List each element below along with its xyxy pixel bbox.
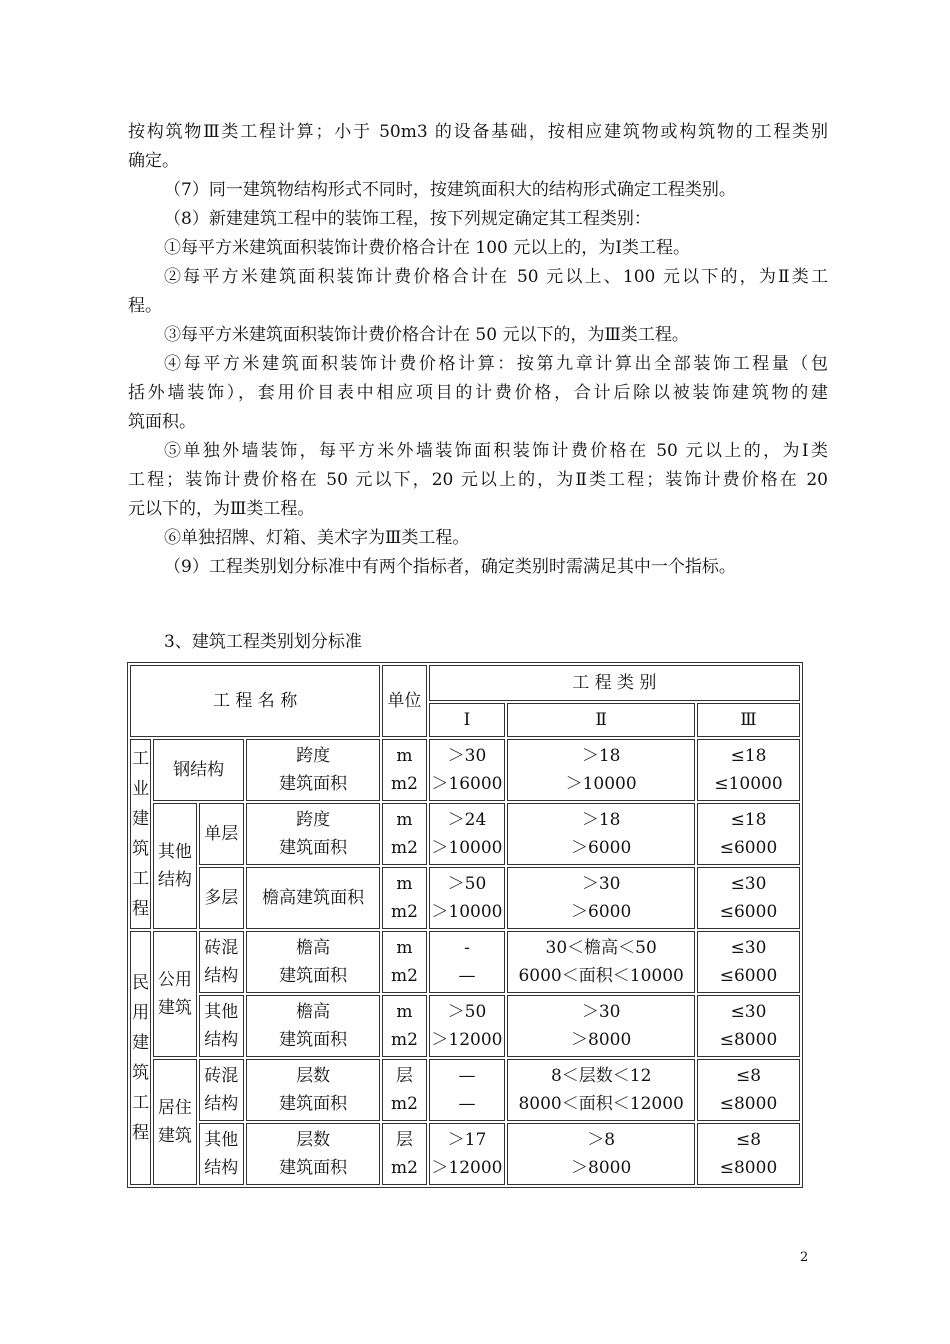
cell-line: m xyxy=(396,1002,413,1022)
cell-line: ＞12000 xyxy=(431,1030,503,1050)
cell-line: ＞10000 xyxy=(431,838,503,858)
item-cell xyxy=(246,995,380,1057)
class-3-cell xyxy=(697,1059,800,1121)
other-structure-label xyxy=(199,995,244,1057)
cell-line: ≤30 xyxy=(730,938,767,958)
other-structure-label xyxy=(199,1123,244,1185)
class-2-cell xyxy=(507,867,695,929)
cell-line: 建筑面积 xyxy=(279,1094,348,1114)
cell-line: ＞50 xyxy=(447,1002,487,1022)
cell-line: m2 xyxy=(390,1094,418,1114)
brick-concrete-label xyxy=(199,931,244,993)
item-cell xyxy=(246,867,380,929)
cell-line: ≤8 xyxy=(735,1130,762,1150)
cell-line: m2 xyxy=(390,838,418,858)
stacked-label-text: 砖混结构 xyxy=(204,938,239,986)
cell-line: 建筑面积 xyxy=(279,838,348,858)
cell-line: 建筑面积 xyxy=(279,1158,348,1178)
cell-line: m2 xyxy=(390,774,418,794)
item-cell xyxy=(246,803,380,865)
paragraph-line: ⑥单独招牌、灯箱、美术字为Ⅲ类工程。 xyxy=(164,528,470,548)
cell-line: ＞17 xyxy=(447,1130,487,1150)
paragraph-line: 元以下的，为Ⅲ类工程。 xyxy=(128,499,315,519)
cell-line: ≤8000 xyxy=(719,1094,778,1114)
paragraph-line: 按构筑物Ⅲ类工程计算；小于 50m3 的设备基础，按相应建筑物或构筑物的工程类别 xyxy=(128,122,828,142)
cell-line: ＞6000 xyxy=(571,838,632,858)
unit-cell xyxy=(382,803,426,865)
class-1-cell xyxy=(429,803,506,865)
cell-line: m2 xyxy=(390,1030,418,1050)
cell-line: 层数 xyxy=(296,1066,331,1086)
cell-line: m2 xyxy=(390,902,418,922)
cell-line: 6000＜面积＜10000 xyxy=(518,966,684,986)
cell-line: m2 xyxy=(390,966,418,986)
cell-line: 跨度 xyxy=(296,810,331,830)
class-2-cell xyxy=(507,995,695,1057)
class-2-cell xyxy=(507,931,695,993)
cell-line: 建筑面积 xyxy=(279,774,348,794)
cell-line: ≤6000 xyxy=(719,966,778,986)
paragraph xyxy=(128,553,828,582)
cell-line: ＞30 xyxy=(581,874,621,894)
public-building-label xyxy=(153,931,196,1057)
stacked-label-text: 居住建筑 xyxy=(157,1098,192,1146)
single-storey-label: 单层 xyxy=(199,803,244,865)
cell-line: — xyxy=(458,966,476,986)
cell-line: ≤30 xyxy=(730,874,767,894)
cell-line: 层数 xyxy=(296,1130,331,1150)
unit-cell xyxy=(382,931,426,993)
cell-line: ＞50 xyxy=(447,874,487,894)
cell-line: — xyxy=(458,1066,476,1086)
table-row xyxy=(130,867,800,929)
paragraph xyxy=(128,118,828,176)
class-1-cell xyxy=(429,867,506,929)
unit-cell xyxy=(382,1123,426,1185)
industrial-other-label xyxy=(153,803,196,929)
cell-line: ＞8000 xyxy=(571,1158,632,1178)
cell-line: ＞8 xyxy=(587,1130,616,1150)
table-row xyxy=(130,739,800,801)
cell-line: 层 xyxy=(395,1130,413,1150)
cell-line: ＞10000 xyxy=(565,774,637,794)
class-2-cell xyxy=(507,1123,695,1185)
cell-line: m2 xyxy=(390,1158,418,1178)
cell-line: ≤8000 xyxy=(719,1158,778,1178)
vertical-label-text: 民用建筑工程 xyxy=(132,973,150,1143)
cell-line: ＞6000 xyxy=(571,902,632,922)
paragraph-line: 工程；装饰计费价格在 50 元以下，20 元以上的，为Ⅱ类工程；装饰计费价格在 20 xyxy=(128,470,828,490)
paragraph xyxy=(128,263,828,321)
header-name: 工 程 名 称 xyxy=(130,665,380,737)
header-class-2: Ⅱ xyxy=(507,703,695,737)
cell-line: ＞30 xyxy=(447,746,487,766)
item-cell xyxy=(246,739,380,801)
item-cell xyxy=(246,1059,380,1121)
paragraph-line: ①每平方米建筑面积装饰计费价格合计在 100 元以上的，为Ⅰ类工程。 xyxy=(164,238,690,258)
cell-line: 8＜层数＜12 xyxy=(550,1066,652,1086)
class-1-cell xyxy=(429,739,506,801)
stacked-label-text: 砖混结构 xyxy=(204,1066,239,1114)
class-1-cell xyxy=(429,995,506,1057)
paragraph-line: ③每平方米建筑面积装饰计费价格合计在 50 元以下的，为Ⅲ类工程。 xyxy=(164,325,689,345)
paragraph-line: （8）新建建筑工程中的装饰工程，按下列规定确定其工程类别： xyxy=(164,209,651,229)
cell-line: ＞16000 xyxy=(431,774,503,794)
paragraph xyxy=(128,437,828,524)
table-row xyxy=(130,931,800,993)
header-class-3: Ⅲ xyxy=(697,703,800,737)
cell-line: ＞10000 xyxy=(431,902,503,922)
cell-line: ≤8000 xyxy=(719,1030,778,1050)
cell-line: ≤10000 xyxy=(714,774,783,794)
cell-line: 建筑面积 xyxy=(279,1030,348,1050)
cell-line: 檐高 xyxy=(296,1002,331,1022)
cell-line: — xyxy=(458,1094,476,1114)
paragraph xyxy=(128,321,828,350)
cell-line: 30＜檐高＜50 xyxy=(545,938,657,958)
paragraph-line: （9）工程类别划分标准中有两个指标者，确定类别时需满足其中一个指标。 xyxy=(164,557,736,577)
cell-line: ≤6000 xyxy=(719,902,778,922)
paragraph-line: ②每平方米建筑面积装饰计费价格合计在 50 元以上、100 元以下的，为Ⅱ类工 xyxy=(164,267,828,287)
stacked-label-text: 其他结构 xyxy=(157,842,192,890)
unit-cell xyxy=(382,1059,426,1121)
cell-line: - xyxy=(464,938,470,958)
industrial-label xyxy=(130,739,151,929)
cell-line: m xyxy=(396,938,413,958)
class-2-cell xyxy=(507,1059,695,1121)
cell-line: ＞18 xyxy=(581,746,621,766)
item-cell xyxy=(246,931,380,993)
vertical-label-text: 工业建筑工程 xyxy=(132,749,150,919)
cell-line: 跨度 xyxy=(296,746,331,766)
unit-cell xyxy=(382,995,426,1057)
cell-line: m xyxy=(396,746,413,766)
steel-structure-label: 钢结构 xyxy=(153,739,244,801)
multi-storey-label: 多层 xyxy=(199,867,244,929)
cell-line: ≤18 xyxy=(730,810,767,830)
paragraph xyxy=(128,176,828,205)
cell-line: ≤8 xyxy=(735,1066,762,1086)
paragraph xyxy=(128,524,828,553)
page-number: 2 xyxy=(800,1250,809,1265)
paragraph xyxy=(128,350,828,437)
paragraph-line: （7）同一建筑物结构形式不同时，按建筑面积大的结构形式确定工程类别。 xyxy=(164,180,736,200)
cell-line: ＞18 xyxy=(581,810,621,830)
class-3-cell xyxy=(697,739,800,801)
class-1-cell xyxy=(429,1123,506,1185)
cell-line: ＞24 xyxy=(447,810,487,830)
cell-line: 8000＜面积＜12000 xyxy=(518,1094,684,1114)
brick-concrete-label xyxy=(199,1059,244,1121)
paragraph-line: 筑面积。 xyxy=(128,412,196,432)
stacked-label-text: 其他结构 xyxy=(204,1002,239,1050)
paragraph-line: ⑤单独外墙装饰，每平方米外墙装饰面积装饰计费价格在 50 元以上的，为Ⅰ类 xyxy=(164,441,828,461)
cell-line: ＞8000 xyxy=(571,1030,632,1050)
unit-cell xyxy=(382,867,426,929)
cell-line: ＞30 xyxy=(581,1002,621,1022)
class-1-cell xyxy=(429,931,506,993)
class-2-cell xyxy=(507,739,695,801)
paragraph-line: 括外墙装饰），套用价目表中相应项目的计费价格，合计后除以被装饰建筑物的建 xyxy=(128,383,828,403)
paragraph-line: ④每平方米建筑面积装饰计费价格计算：按第九章计算出全部装饰工程量（包 xyxy=(164,354,828,374)
unit-cell xyxy=(382,739,426,801)
cell-line: ≤18 xyxy=(730,746,767,766)
table-row xyxy=(130,995,800,1057)
cell-line: 檐高 xyxy=(296,938,331,958)
class-3-cell xyxy=(697,995,800,1057)
paragraph-line: 确定。 xyxy=(128,151,179,171)
class-2-cell xyxy=(507,803,695,865)
stacked-label-text: 公用建筑 xyxy=(157,970,192,1018)
table-row xyxy=(130,1059,800,1121)
class-3-cell xyxy=(697,867,800,929)
class-1-cell xyxy=(429,1059,506,1121)
cell-line: 檐高建筑面积 xyxy=(262,888,365,908)
cell-line: 层 xyxy=(395,1066,413,1086)
class-3-cell xyxy=(697,931,800,993)
section-heading: 3、建筑工程类别划分标准 xyxy=(164,632,362,652)
classification-table xyxy=(127,662,803,1188)
cell-line: 建筑面积 xyxy=(279,966,348,986)
cell-line: m xyxy=(396,810,413,830)
cell-line: ≤30 xyxy=(730,1002,767,1022)
civil-label xyxy=(130,931,151,1185)
table-row xyxy=(130,1123,800,1185)
paragraph xyxy=(128,205,828,234)
header-class-1: Ⅰ xyxy=(429,703,506,737)
header-category: 工 程 类 别 xyxy=(429,665,800,701)
class-3-cell xyxy=(697,1123,800,1185)
cell-line: ≤6000 xyxy=(719,838,778,858)
paragraph-line: 程。 xyxy=(128,296,162,316)
cell-line: m xyxy=(396,874,413,894)
paragraph xyxy=(128,234,828,263)
residential-building-label xyxy=(153,1059,196,1185)
item-cell xyxy=(246,1123,380,1185)
table-row xyxy=(130,803,800,865)
header-unit: 单位 xyxy=(382,665,426,737)
stacked-label-text: 其他结构 xyxy=(204,1130,239,1178)
class-3-cell xyxy=(697,803,800,865)
cell-line: ＞12000 xyxy=(431,1158,503,1178)
